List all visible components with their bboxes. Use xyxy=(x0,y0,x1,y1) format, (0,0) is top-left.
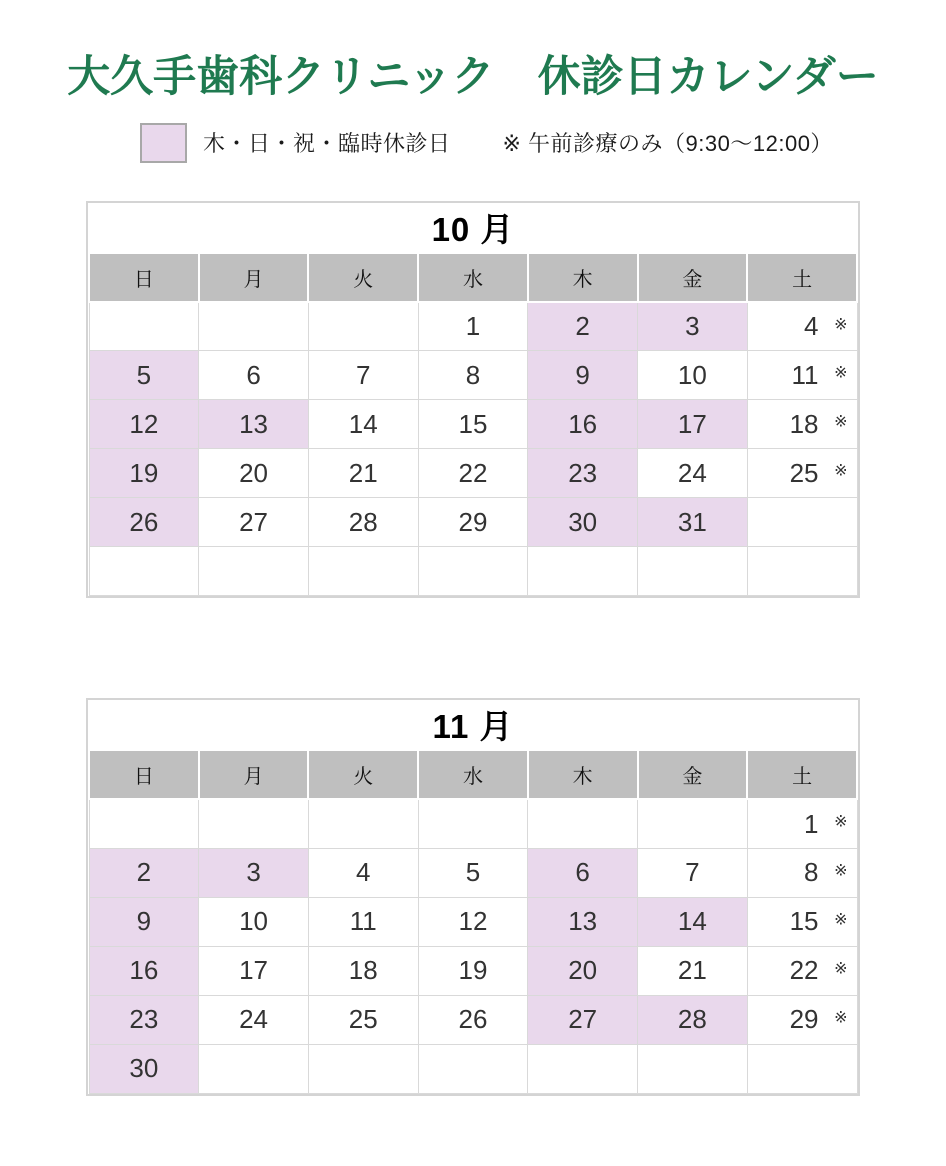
day-cell-18 xyxy=(747,400,857,449)
day-cell-16 xyxy=(528,400,638,449)
weekday-header-日: 日 xyxy=(89,750,199,799)
calendar-october xyxy=(86,201,860,599)
day-cell-21 xyxy=(638,946,748,995)
weekday-header-水: 水 xyxy=(418,750,528,799)
weekday-header-土: 土 xyxy=(747,750,857,799)
day-number: 11 xyxy=(791,359,819,390)
day-number: 29 xyxy=(789,1004,819,1035)
october-calendar-table xyxy=(88,203,858,597)
month-title-row xyxy=(89,203,857,253)
day-cell-27 xyxy=(199,498,309,547)
day-cell-11 xyxy=(308,897,418,946)
day-number: 12 xyxy=(129,408,159,439)
day-number: 16 xyxy=(129,955,159,986)
weekday-header-月: 月 xyxy=(199,750,309,799)
day-number: 24 xyxy=(239,1004,269,1035)
day-cell-14 xyxy=(638,897,748,946)
november-calendar-head xyxy=(89,700,857,799)
day-number: 6 xyxy=(575,857,590,888)
calendar-week-row xyxy=(89,799,857,848)
day-number: 22 xyxy=(458,457,488,488)
day-cell-19 xyxy=(418,946,528,995)
day-cell-29 xyxy=(418,498,528,547)
day-cell-empty xyxy=(199,302,309,351)
day-number: 16 xyxy=(568,408,598,439)
day-cell-1 xyxy=(747,799,857,848)
day-number: 13 xyxy=(239,408,269,439)
day-number: 30 xyxy=(568,506,598,537)
day-cell-13 xyxy=(528,897,638,946)
weekday-header-土: 土 xyxy=(747,253,857,302)
day-cell-1 xyxy=(418,302,528,351)
day-cell-empty xyxy=(528,1044,638,1093)
day-number: 8 xyxy=(465,359,481,390)
day-number: 25 xyxy=(789,457,819,488)
day-cell-empty xyxy=(747,547,857,596)
day-cell-empty xyxy=(199,547,309,596)
day-cell-17 xyxy=(199,946,309,995)
day-number: 28 xyxy=(677,1004,707,1035)
day-number: 31 xyxy=(677,506,707,537)
day-cell-4 xyxy=(308,848,418,897)
calendar-november xyxy=(86,698,860,1096)
day-cell-empty xyxy=(308,799,418,848)
day-cell-12 xyxy=(418,897,528,946)
month-title-november: 11 月 xyxy=(89,700,857,750)
october-calendar-head xyxy=(89,203,857,302)
day-cell-7 xyxy=(308,351,418,400)
day-cell-empty xyxy=(638,1044,748,1093)
calendar-week-row xyxy=(89,946,857,995)
closed-day-label: 木・日・祝・臨時休診日 xyxy=(203,131,451,157)
day-cell-empty xyxy=(528,799,638,848)
day-number: 23 xyxy=(129,1004,159,1035)
morning-only-icon: ※ xyxy=(834,911,848,929)
day-number: 9 xyxy=(575,359,590,390)
calendar-week-row xyxy=(89,302,857,351)
day-number: 24 xyxy=(677,457,707,488)
day-number: 10 xyxy=(239,906,269,937)
morning-only-icon: ※ xyxy=(834,462,848,480)
day-cell-empty xyxy=(89,799,199,848)
day-number: 18 xyxy=(348,955,378,986)
day-cell-29 xyxy=(747,995,857,1044)
day-number: 13 xyxy=(568,906,598,937)
calendar-week-row xyxy=(89,897,857,946)
day-number: 20 xyxy=(568,955,598,986)
day-cell-27 xyxy=(528,995,638,1044)
day-cell-26 xyxy=(89,498,199,547)
day-number: 14 xyxy=(348,408,378,439)
day-number: 29 xyxy=(458,506,488,537)
day-cell-8 xyxy=(418,351,528,400)
day-cell-empty xyxy=(308,302,418,351)
day-number: 15 xyxy=(458,408,488,439)
morning-only-icon: ※ xyxy=(834,813,848,831)
day-number: 1 xyxy=(465,311,481,342)
day-cell-18 xyxy=(308,946,418,995)
weekday-header-月: 月 xyxy=(199,253,309,302)
day-number: 27 xyxy=(239,506,269,537)
day-cell-2 xyxy=(528,302,638,351)
day-number: 2 xyxy=(136,857,152,888)
day-cell-22 xyxy=(747,946,857,995)
day-cell-empty xyxy=(418,1044,528,1093)
day-number: 1 xyxy=(804,808,819,839)
day-cell-9 xyxy=(89,897,199,946)
weekday-header-水: 水 xyxy=(418,253,528,302)
day-number: 17 xyxy=(239,955,269,986)
calendar-week-row xyxy=(89,400,857,449)
day-cell-4 xyxy=(747,302,857,351)
day-cell-25 xyxy=(308,995,418,1044)
november-calendar-body xyxy=(89,799,857,1093)
day-cell-19 xyxy=(89,449,199,498)
day-number: 21 xyxy=(677,955,707,986)
weekday-header-木: 木 xyxy=(528,253,638,302)
day-number: 3 xyxy=(246,857,261,888)
weekday-header-日: 日 xyxy=(89,253,199,302)
calendar-week-row xyxy=(89,498,857,547)
calendar-week-row xyxy=(89,995,857,1044)
day-number: 26 xyxy=(129,506,159,537)
day-cell-5 xyxy=(89,351,199,400)
day-cell-7 xyxy=(638,848,748,897)
day-cell-empty xyxy=(308,547,418,596)
day-cell-23 xyxy=(89,995,199,1044)
day-cell-5 xyxy=(418,848,528,897)
day-cell-15 xyxy=(418,400,528,449)
morning-only-icon: ※ xyxy=(834,364,848,382)
day-cell-6 xyxy=(199,351,309,400)
day-number: 19 xyxy=(458,955,488,986)
day-cell-30 xyxy=(528,498,638,547)
day-cell-3 xyxy=(638,302,748,351)
day-cell-24 xyxy=(638,449,748,498)
day-number: 6 xyxy=(246,359,261,390)
day-cell-empty xyxy=(528,547,638,596)
morning-only-icon: ※ xyxy=(834,960,848,978)
day-number: 4 xyxy=(356,857,371,888)
day-number: 14 xyxy=(677,906,707,937)
day-number: 4 xyxy=(804,311,819,342)
day-number: 10 xyxy=(677,359,707,390)
day-cell-31 xyxy=(638,498,748,547)
weekday-header-金: 金 xyxy=(638,750,748,799)
day-number: 12 xyxy=(458,906,488,937)
day-number: 5 xyxy=(465,857,481,888)
day-cell-empty xyxy=(89,302,199,351)
day-number: 21 xyxy=(348,457,378,488)
day-number: 7 xyxy=(685,857,700,888)
legend xyxy=(140,122,946,164)
day-number: 26 xyxy=(458,1004,488,1035)
calendar-week-row xyxy=(89,351,857,400)
morning-only-note: ※ 午前診療のみ（9:30～12:00） xyxy=(502,131,833,157)
weekday-header-木: 木 xyxy=(528,750,638,799)
day-cell-30 xyxy=(89,1044,199,1093)
day-cell-25 xyxy=(747,449,857,498)
day-cell-17 xyxy=(638,400,748,449)
weekday-header-row xyxy=(89,253,857,302)
day-cell-28 xyxy=(308,498,418,547)
page-title: 大久手歯科クリニック 休診日カレンダー xyxy=(67,53,879,101)
day-cell-empty xyxy=(747,498,857,547)
day-number: 20 xyxy=(239,457,269,488)
weekday-header-row xyxy=(89,750,857,799)
november-calendar-table xyxy=(88,700,858,1094)
day-number: 5 xyxy=(136,359,152,390)
day-cell-16 xyxy=(89,946,199,995)
day-number: 7 xyxy=(356,359,371,390)
day-cell-12 xyxy=(89,400,199,449)
day-cell-empty xyxy=(638,547,748,596)
day-cell-3 xyxy=(199,848,309,897)
day-number: 30 xyxy=(129,1053,159,1084)
day-cell-11 xyxy=(747,351,857,400)
morning-only-icon: ※ xyxy=(834,316,848,334)
day-number: 23 xyxy=(568,457,598,488)
day-cell-2 xyxy=(89,848,199,897)
closed-day-swatch xyxy=(140,123,187,163)
day-cell-8 xyxy=(747,848,857,897)
day-cell-23 xyxy=(528,449,638,498)
day-number: 17 xyxy=(677,408,707,439)
month-title-october: 10 月 xyxy=(89,203,857,253)
day-number: 19 xyxy=(129,457,159,488)
day-cell-6 xyxy=(528,848,638,897)
day-cell-14 xyxy=(308,400,418,449)
day-cell-13 xyxy=(199,400,309,449)
day-number: 8 xyxy=(804,857,819,888)
day-cell-22 xyxy=(418,449,528,498)
day-cell-21 xyxy=(308,449,418,498)
day-cell-28 xyxy=(638,995,748,1044)
day-cell-empty xyxy=(199,1044,309,1093)
weekday-header-金: 金 xyxy=(638,253,748,302)
day-cell-10 xyxy=(199,897,309,946)
morning-only-icon: ※ xyxy=(834,413,848,431)
day-cell-20 xyxy=(528,946,638,995)
morning-only-icon: ※ xyxy=(834,862,848,880)
day-cell-empty xyxy=(418,547,528,596)
day-number: 9 xyxy=(136,906,152,937)
day-number: 2 xyxy=(575,311,590,342)
day-cell-15 xyxy=(747,897,857,946)
day-number: 18 xyxy=(789,408,819,439)
day-cell-20 xyxy=(199,449,309,498)
weekday-header-火: 火 xyxy=(308,750,418,799)
morning-only-icon: ※ xyxy=(834,1009,848,1027)
day-cell-empty xyxy=(89,547,199,596)
calendar-week-row xyxy=(89,449,857,498)
day-number: 22 xyxy=(789,955,819,986)
day-number: 28 xyxy=(348,506,378,537)
day-cell-empty xyxy=(747,1044,857,1093)
calendar-week-row xyxy=(89,1044,857,1093)
day-cell-empty xyxy=(638,799,748,848)
day-cell-empty xyxy=(418,799,528,848)
calendar-week-row xyxy=(89,547,857,596)
day-cell-24 xyxy=(199,995,309,1044)
day-cell-26 xyxy=(418,995,528,1044)
day-number: 25 xyxy=(348,1004,378,1035)
weekday-header-火: 火 xyxy=(308,253,418,302)
october-calendar-body xyxy=(89,302,857,596)
day-cell-empty xyxy=(308,1044,418,1093)
day-cell-empty xyxy=(199,799,309,848)
day-number: 15 xyxy=(789,906,819,937)
day-number: 27 xyxy=(568,1004,598,1035)
day-number: 11 xyxy=(349,906,377,937)
day-cell-9 xyxy=(528,351,638,400)
day-number: 3 xyxy=(685,311,700,342)
day-cell-10 xyxy=(638,351,748,400)
month-title-row xyxy=(89,700,857,750)
calendar-week-row xyxy=(89,848,857,897)
